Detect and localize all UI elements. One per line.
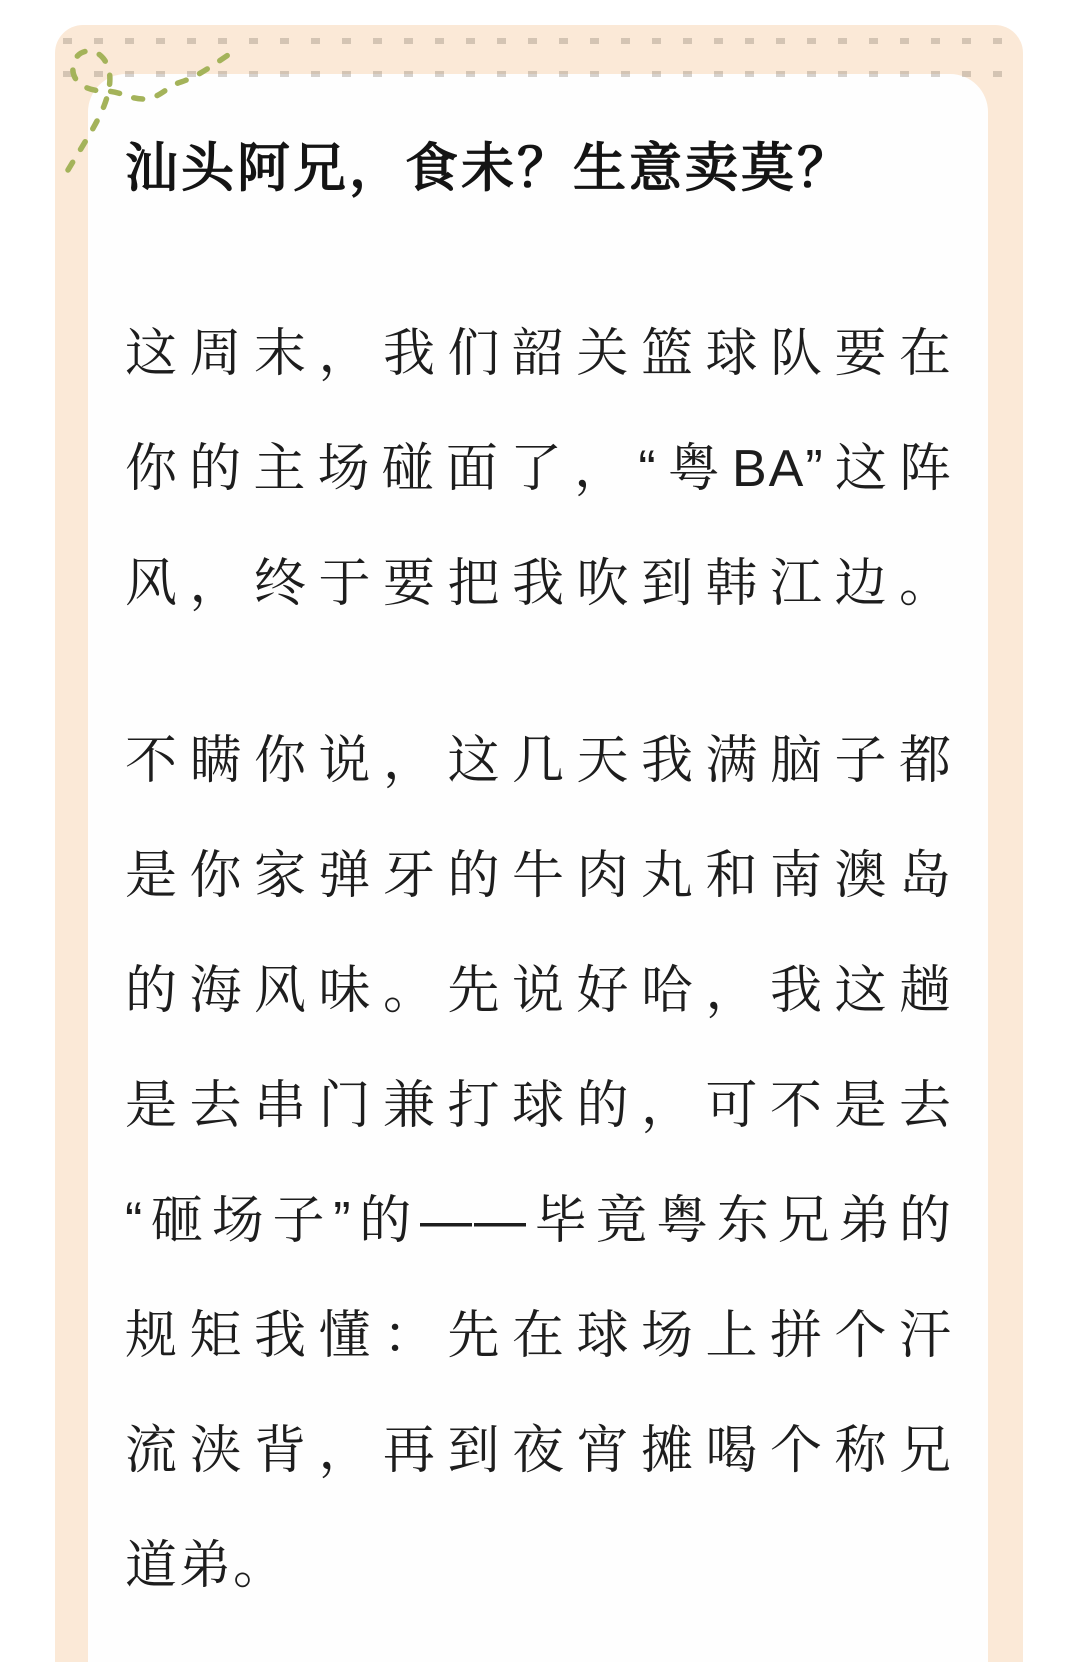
paragraph-2 xyxy=(125,704,953,1624)
text-line: 你的主场碰面了，“粤BA”这阵 xyxy=(125,440,953,498)
text-line: 是去串门兼打球的，可不是去 xyxy=(125,1077,953,1135)
text-line: 是你家弹牙的牛肉丸和南澳岛 xyxy=(125,847,953,905)
article-title: 汕头阿兄，食未？生意卖莫？ xyxy=(125,139,853,198)
text-line: 的海风味。先说好哈，我这趟 xyxy=(125,962,953,1020)
text-line: “砸场子”的——毕竟粤东兄弟的 xyxy=(125,1192,953,1250)
text-line: 规矩我懂：先在球场上拼个汗 xyxy=(125,1307,953,1365)
scribble-doodle-icon xyxy=(46,20,256,195)
paragraph-1 xyxy=(125,297,953,642)
text-line: 风，终于要把我吹到韩江边。 xyxy=(125,555,953,613)
text-line: 不瞒你说，这几天我满脑子都 xyxy=(125,732,953,790)
article-card xyxy=(88,74,988,1662)
text-line: 流浃背，再到夜宵摊喝个称兄 xyxy=(125,1422,953,1480)
text-line: 道弟。 xyxy=(125,1537,288,1595)
text-line: 这周末，我们韶关篮球队要在 xyxy=(125,325,953,383)
article-content xyxy=(88,74,988,1624)
